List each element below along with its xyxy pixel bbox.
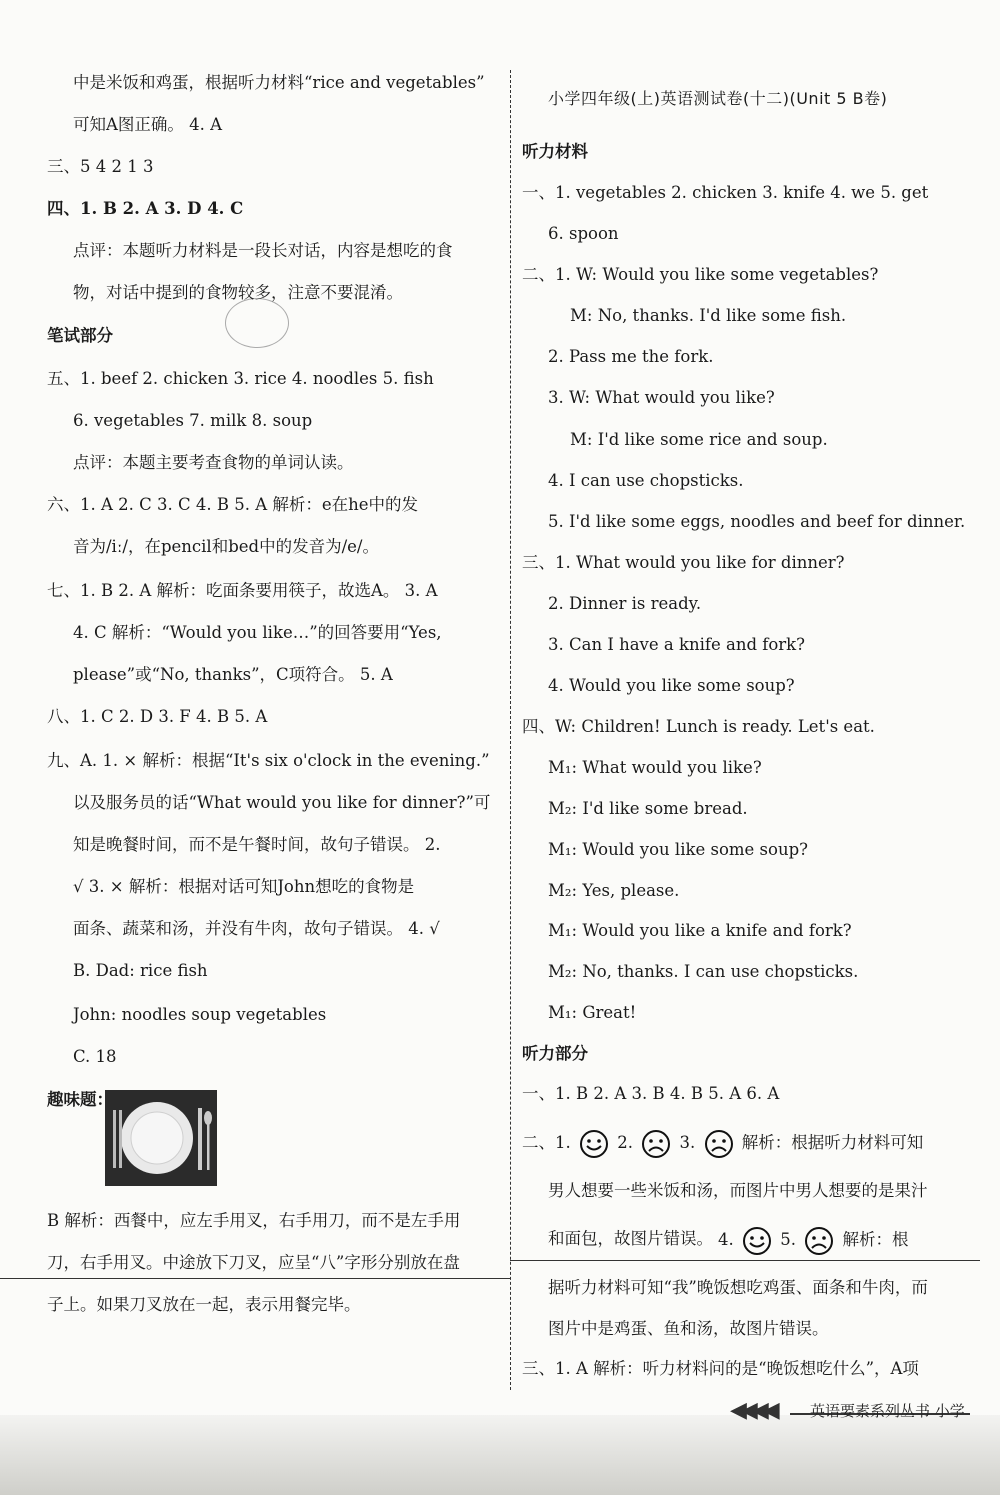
frowning-face-icon: [704, 1129, 734, 1159]
q2-item4: 4.: [718, 1230, 734, 1249]
plate-with-knife-and-fork-image: [105, 1090, 217, 1186]
left-text-line: B 解析：西餐中，应左手用叉，右手用刀，而不是左手用: [47, 1211, 461, 1230]
plate-icon: [105, 1090, 217, 1186]
right-text-line: 图片中是鸡蛋、鱼和汤，故图片错误。: [548, 1319, 829, 1338]
left-text-line: 七、1. B 2. A 解析：吃面条要用筷子，故选A。 3. A: [47, 581, 438, 600]
faces-answer-line: [522, 1128, 923, 1159]
q2-analysis-2: 解析：根: [842, 1230, 909, 1249]
right-text-line: 男人想要一些米饭和汤，而图片中男人想要的是果汁: [548, 1181, 928, 1200]
left-text-line: 6. vegetables 7. milk 8. soup: [73, 411, 313, 430]
left-text-line: please”或“No, thanks”，C项符合。 5. A: [73, 665, 393, 684]
left-text-line: 知是晚餐时间，而不是午餐时间，故句子错误。 2.: [73, 835, 441, 854]
left-bottom-rule: [0, 1278, 510, 1279]
left-text-line: 音为/iː/，在pencil和bed中的发音为/e/。: [73, 537, 379, 556]
left-text-line: 四、1. B 2. A 3. D 4. C: [47, 199, 244, 218]
left-text-line: 以及服务员的话“What would you like for dinner?”可: [73, 793, 491, 812]
right-text-line: 四、W: Children! Lunch is ready. Let's eat.: [522, 717, 875, 736]
smiling-face-icon: [579, 1129, 609, 1159]
left-text-line: C. 18: [73, 1047, 117, 1066]
footer-band: [0, 1415, 1000, 1495]
right-text-line: 4. Would you like some soup?: [548, 676, 795, 695]
right-text-line: 6. spoon: [548, 224, 619, 243]
q2-item5: 5.: [780, 1230, 796, 1249]
right-text-line: 据听力材料可知“我”晚饭想吃鸡蛋、面条和牛肉，而: [548, 1278, 928, 1297]
right-text-line: M₂: I'd like some bread.: [548, 799, 748, 818]
right-text-line: 三、1. A 解析：听力材料问的是“晚饭想吃什么”，A项: [522, 1359, 919, 1378]
right-text-line: 3. W: What would you like?: [548, 388, 775, 407]
right-text-line: M₁: Great!: [548, 1003, 637, 1022]
right-text-line: M₂: Yes, please.: [548, 881, 680, 900]
left-text-line: John: noodles soup vegetables: [73, 1005, 327, 1024]
faces-answer-line-2: [718, 1225, 909, 1256]
right-text-line: 2. Dinner is ready.: [548, 594, 702, 613]
left-text-line: 子上。如果刀叉放在一起，表示用餐完毕。: [47, 1295, 361, 1314]
right-text-line: 一、1. B 2. A 3. B 4. B 5. A 6. A: [522, 1084, 780, 1103]
q2-item3: 3.: [679, 1133, 696, 1152]
left-text-line: 趣味题：: [47, 1090, 113, 1109]
left-text-line: 九、A. 1. × 解析：根据“It's six o'clock in the evening.”: [47, 751, 490, 770]
footer-series-label: 英语要素系列丛书 小学: [810, 1402, 965, 1420]
left-text-line: 六、1. A 2. C 3. C 4. B 5. A 解析：e在he中的发: [47, 495, 419, 514]
right-text-line: 听力部分: [522, 1044, 588, 1063]
q2-analysis-1: 解析：根据听力材料可知: [741, 1133, 924, 1152]
left-text-line: 笔试部分: [47, 326, 113, 345]
left-text-line: 可知A图正确。 4. A: [73, 115, 223, 134]
frowning-face-icon: [641, 1129, 671, 1159]
right-text-line: 3. Can I have a knife and fork?: [548, 635, 806, 654]
q2-item2: 2.: [617, 1133, 633, 1152]
left-text-line: 面条、蔬菜和汤，并没有牛肉，故句子错误。 4. √: [73, 919, 440, 938]
right-text-line: 三、1. What would you like for dinner?: [522, 553, 845, 572]
right-text-line: 一、1. vegetables 2. chicken 3. knife 4. we 5. get: [522, 183, 929, 202]
right-text-line: 2. Pass me the fork.: [548, 347, 714, 366]
right-text-line: M: I'd like some rice and soup.: [570, 430, 828, 449]
right-text-line: M₁: What would you like?: [548, 758, 762, 777]
right-text-line: M₂: No, thanks. I can use chopsticks.: [548, 962, 859, 981]
right-text-line: 4. I can use chopsticks.: [548, 471, 744, 490]
left-text-line: 4. C 解析：“Would you like…”的回答要用“Yes,: [73, 623, 442, 642]
arrow-decoration-icon: ◀◀◀◀: [730, 1398, 774, 1423]
left-text-line: 点评：本题听力材料是一段长对话，内容是想吃的食: [73, 241, 453, 260]
right-text-line: 听力材料: [522, 142, 588, 161]
right-text-line: 5. I'd like some eggs, noodles and beef for dinner.: [548, 512, 966, 531]
q2-prefix: 二、1.: [522, 1133, 571, 1152]
left-text-line: B. Dad: rice fish: [73, 961, 208, 980]
left-text-line: 中是米饭和鸡蛋，根据听力材料“rice and vegetables”: [73, 73, 485, 92]
stamp-mark: [225, 298, 289, 348]
smiling-face-icon: [742, 1226, 772, 1256]
left-text-line: 刀，右手用叉。中途放下刀叉，应呈“八”字形分别放在盘: [47, 1253, 460, 1272]
right-text-line: M: No, thanks. I'd like some fish.: [570, 306, 847, 325]
left-text-line: 三、5 4 2 1 3: [47, 157, 154, 176]
left-text-line: 八、1. C 2. D 3. F 4. B 5. A: [47, 707, 268, 726]
left-text-line: 五、1. beef 2. chicken 3. rice 4. noodles 5. fish: [47, 369, 434, 388]
right-text-line: M₁: Would you like a knife and fork?: [548, 921, 852, 940]
column-divider: [510, 70, 511, 1390]
right-text-line: 和面包，故图片错误。: [548, 1229, 713, 1248]
left-text-line: 物，对话中提到的食物较多，注意不要混淆。: [73, 283, 403, 302]
right-bottom-rule: [510, 1260, 980, 1261]
left-text-line: √ 3. × 解析：根据对话可知John想吃的食物是: [73, 877, 415, 896]
right-text-line: M₁: Would you like some soup?: [548, 840, 808, 859]
left-text-line: 点评：本题主要考查食物的单词认读。: [73, 453, 354, 472]
frowning-face-icon: [804, 1226, 834, 1256]
right-text-line: 二、1. W: Would you like some vegetables?: [522, 265, 879, 284]
page-header: 小学四年级(上)英语测试卷(十二)(Unit 5 B卷): [548, 89, 888, 108]
